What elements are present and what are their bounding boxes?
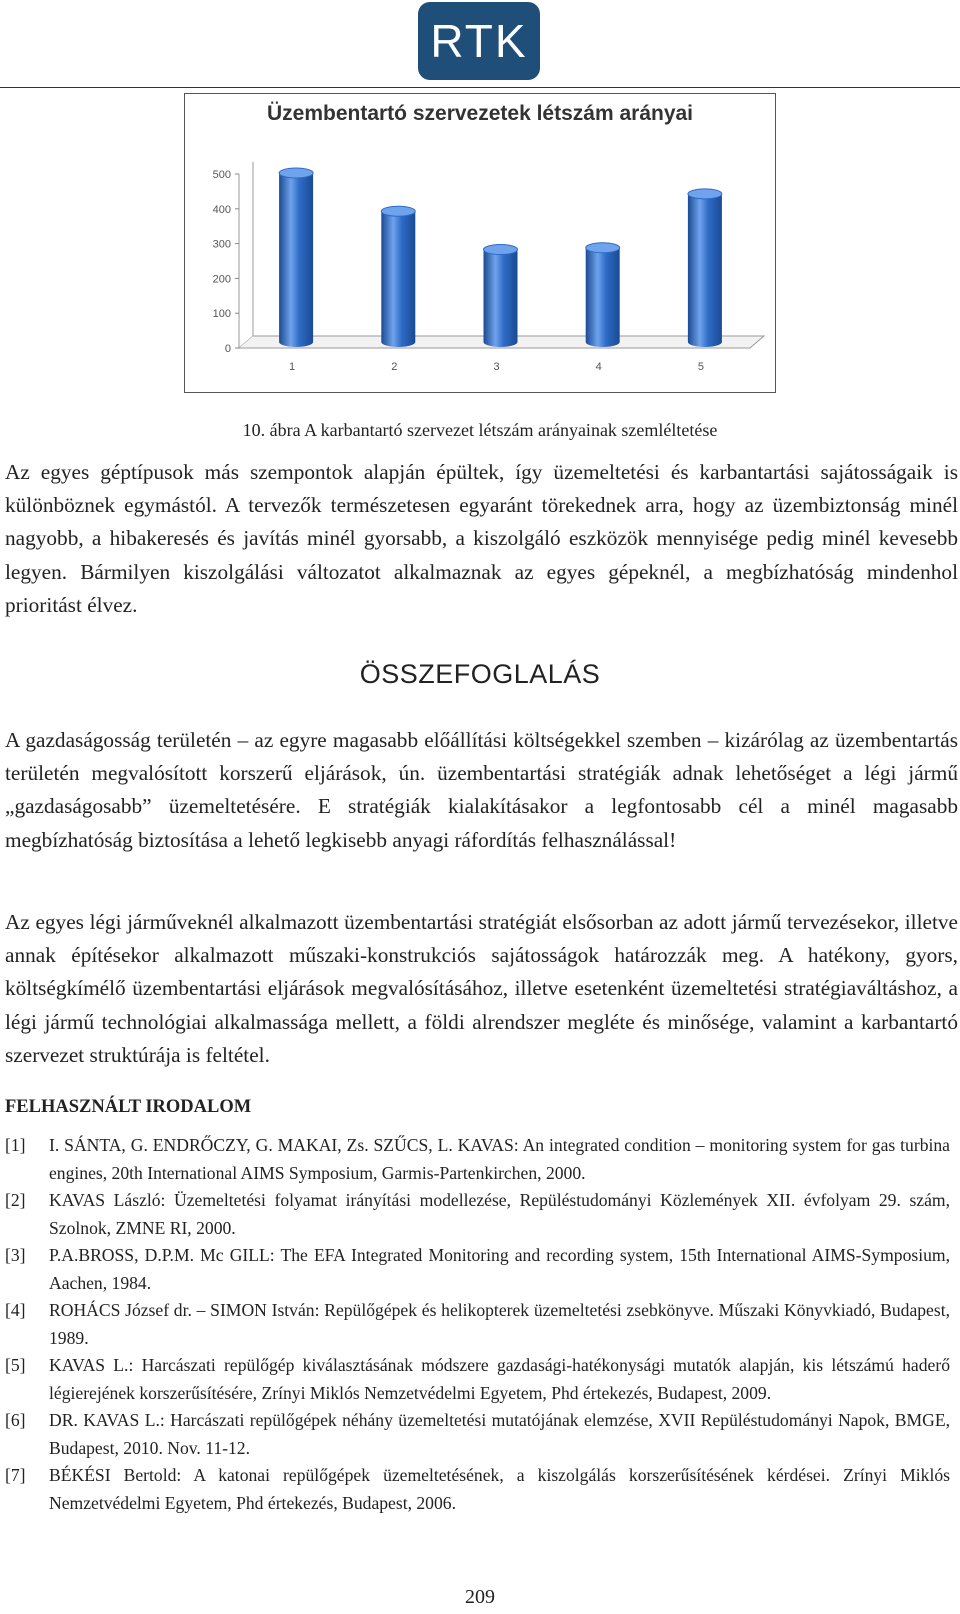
- y-tick-label: 500: [212, 169, 231, 181]
- reference-text: ROHÁCS József dr. – SIMON István: Repülőgépek és helikopterek üzemeltetési zsebkönyve. Műszaki Könyvkiadó, Budapest, 1989.: [49, 1300, 950, 1348]
- reference-number: [3]: [5, 1245, 26, 1265]
- reference-number: [2]: [5, 1190, 26, 1210]
- bar-top: [484, 245, 518, 255]
- header-rule: [0, 87, 960, 88]
- reference-item: [5, 1352, 950, 1407]
- reference-number: [4]: [5, 1300, 26, 1320]
- logo-text: RTK: [430, 15, 528, 67]
- bar: [279, 173, 313, 347]
- reference-text: I. SÁNTA, G. ENDRŐCZY, G. MAKAI, Zs. SZŰCS, L. KAVAS: An integrated condition – monitoring system for gas turbina engines, 20th International AIMS Symposium, Garmis-Partenkirchen, 2000.: [49, 1135, 950, 1183]
- reference-number: [1]: [5, 1135, 26, 1155]
- reference-item: [5, 1187, 950, 1242]
- bar-top: [586, 243, 620, 253]
- y-tick-label: 200: [212, 273, 231, 286]
- bar-top: [688, 189, 722, 199]
- y-tick-label: 100: [212, 308, 231, 321]
- y-tick-label: 400: [212, 203, 231, 216]
- bar: [381, 211, 415, 347]
- x-tick-label: 3: [493, 361, 500, 373]
- reference-number: [7]: [5, 1465, 26, 1485]
- paragraph-3: Az egyes légi járműveknél alkalmazott üzembentartási stratégiát elsősorban az adott jármű tervezésekor, illetve annak építésekor alkalmazott műszaki-konstrukciós sajátosságok határozzák meg. A hatékony, gyors, költségkímélő üzembentartási eljárások megvalósításához, illetve esetenként üzemeltetési stratégiaváltáshoz, a légi jármű technológiai alkalmassága mellett, a földi alrendszer megléte és minősége, valamint a karbantartó szervezet struktúrája is feltétel.: [5, 910, 958, 1067]
- reference-item: [5, 1132, 950, 1187]
- paragraph-1: Az egyes géptípusok más szempontok alapján épültek, így üzemeltetési és karbantartási sajátosságaik is különböznek egymástól. A tervezők természetesen egyaránt törekednek arra, hogy az üzembiztonság minél nagyobb, a hibakeresés és javítás minél gyorsabb, a kiszolgáló eszközök mennyisége pedig minél kevesebb legyen. Bármilyen kiszolgálási változatot alkalmaznak az egyes gépeknél, a megbízhatóság mindenhol prioritást élvez.: [5, 460, 958, 617]
- reference-text: KAVAS László: Üzemeltetési folyamat irányítási modellezése, Repüléstudományi Közlemények XII. évfolyam 29. szám, Szolnok, ZMNE RI, 2000.: [49, 1190, 950, 1238]
- reference-number: [5]: [5, 1355, 26, 1375]
- bar-top: [381, 206, 415, 216]
- reference-text: P.A.BROSS, D.P.M. Mc GILL: The EFA Integrated Monitoring and recording system, 15th International AIMS-Symposium, Aachen, 1984.: [49, 1245, 950, 1293]
- x-tick-label: 4: [595, 361, 602, 373]
- bar: [484, 250, 518, 347]
- y-tick-label: 300: [212, 238, 231, 251]
- reference-text: KAVAS L.: Harcászati repülőgép kiválasztásának módszere gazdasági-hatékonysági mutatók alapján, kis létszámú haderő légierejének korszerűsítésére, Zrínyi Miklós Nemzetvédelmi Egyetem, Phd értekezés, Budapest, 2009.: [49, 1355, 950, 1403]
- x-tick-label: 2: [391, 361, 398, 373]
- bar-chart: [184, 93, 776, 393]
- y-tick-label: 0: [224, 343, 231, 355]
- chart-title: Üzembentartó szervezetek létszám arányai: [266, 102, 694, 125]
- reference-number: [6]: [5, 1410, 26, 1430]
- chart-side-wall: [239, 162, 253, 348]
- reference-text: DR. KAVAS L.: Harcászati repülőgépek néhány üzemeltetési mutatójának elemzése, XVII Repüléstudományi Napok, BMGE, Budapest, 2010. Nov. 11-12.: [49, 1410, 950, 1458]
- reference-item: [5, 1242, 950, 1297]
- x-tick-label: 1: [289, 361, 296, 373]
- x-tick-label: 5: [697, 361, 704, 373]
- page-number: 209: [465, 1586, 495, 1608]
- references-title: FELHASZNÁLT IRODALOM: [5, 1097, 252, 1117]
- reference-item: [5, 1407, 950, 1462]
- rtk-logo: [418, 2, 540, 80]
- paragraph-2: A gazdaságosság területén – az egyre magasabb előállítási költségekkel szemben – kizárólag az üzembentartás területén megvalósított korszerű eljárások, ún. üzembentartási stratégiák adnak lehetőséget a légi jármű „gazdaságosabb” üzemeltetésére. E stratégiák kialakításakor a legfontosabb cél a minél magasabb megbízhatóság biztosítása a lehető legkisebb anyagi ráfordítás felhasználással!: [5, 728, 958, 852]
- chart-svg: [185, 94, 775, 392]
- bar: [586, 248, 620, 347]
- reference-item: [5, 1462, 950, 1517]
- reference-text: BÉKÉSI Bertold: A katonai repülőgépek üzemeltetésének, a kiszolgálás korszerűsítésének kérdései. Zrínyi Miklós Nemzetvédelmi Egyetem, Phd értekezés, Budapest, 2006.: [49, 1465, 950, 1513]
- reference-item: [5, 1297, 950, 1352]
- section-title: ÖSSZEFOGLALÁS: [359, 659, 601, 689]
- bar-top: [279, 168, 313, 178]
- figure-caption: 10. ábra A karbantartó szervezet létszám arányainak szemléltetése: [242, 420, 718, 440]
- references-list: [5, 1132, 950, 1517]
- bar: [688, 194, 722, 347]
